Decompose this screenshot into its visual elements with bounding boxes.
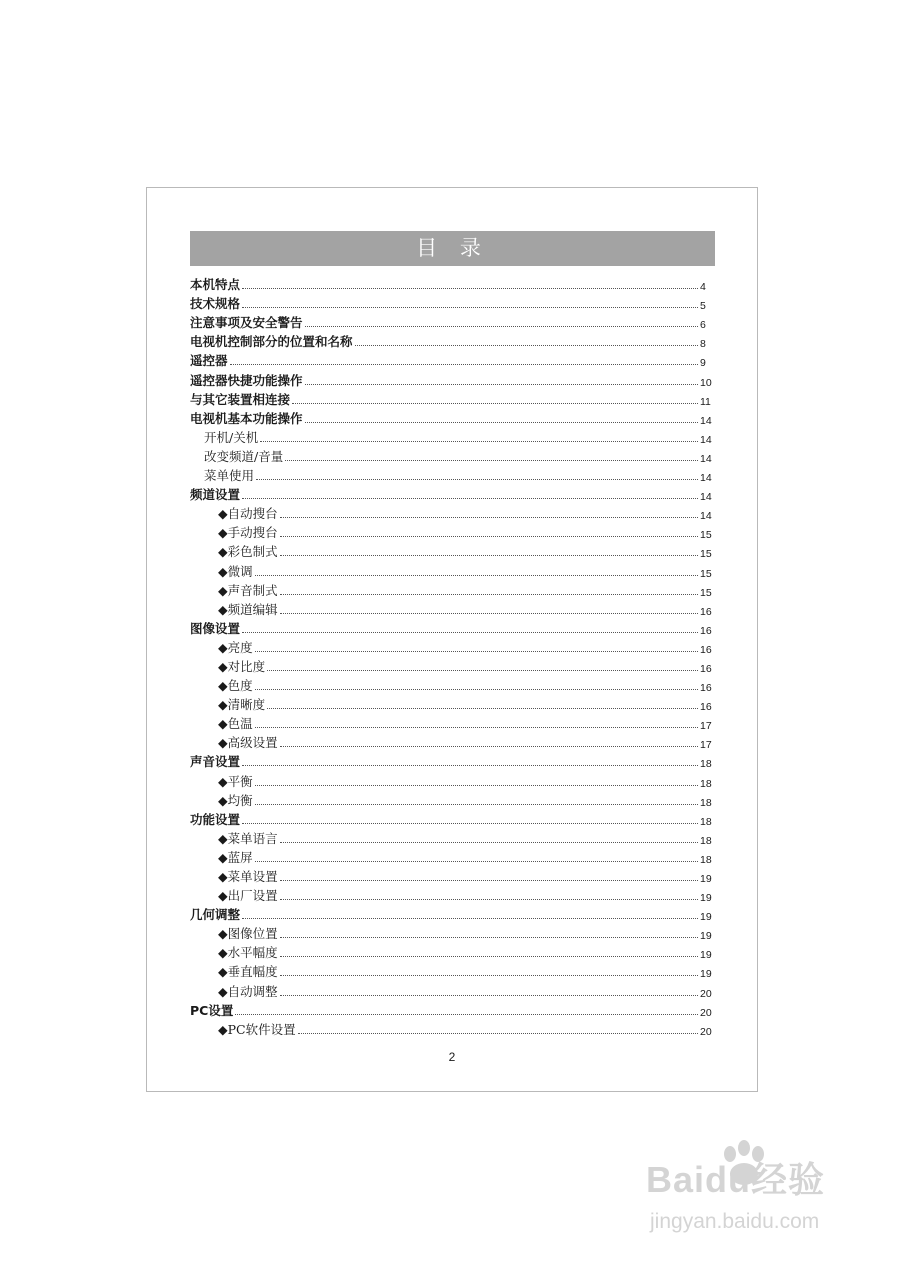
toc-leader-dots [305,422,698,423]
page-number: 2 [448,1050,456,1064]
toc-entry-page: 10 [700,376,712,389]
watermark-url: jingyan.baidu.com [650,1210,820,1233]
toc-entry-label: 图像设置 [190,620,241,636]
toc-entry [190,961,714,980]
toc-entry-page: 20 [700,987,712,1000]
toc-entry [190,828,714,847]
toc-entry-label: ◆频道编辑 [218,601,278,617]
toc-entry-label: ◆自动调整 [218,983,278,999]
toc-entry-page: 9 [700,357,706,370]
toc-entry [190,331,714,350]
toc-entry-page: 15 [700,548,712,561]
toc-entry-label: ◆微调 [218,563,253,579]
toc-entry [190,369,714,388]
toc-entry-page: 15 [700,529,712,542]
toc-entry-page: 19 [700,911,712,924]
toc-leader-dots [242,765,698,766]
toc-entry [190,1000,714,1019]
toc-entry-label: ◆PC软件设置 [218,1021,296,1037]
toc-leader-dots [256,479,698,480]
toc-entry-label: 与其它装置相连接 [190,391,291,407]
toc-entry [190,293,714,312]
toc-entry [190,904,714,923]
toc-entry-label: 改变频道/音量 [204,448,284,464]
toc-leader-dots [355,345,698,346]
toc-entry-label: PC设置 [190,1002,234,1018]
toc-entry-label: 频道设置 [190,487,241,503]
toc-leader-dots [280,975,698,976]
toc-leader-dots [280,594,698,595]
toc-entry-page: 19 [700,892,712,905]
toc-entry [190,312,714,331]
toc-entry-page: 14 [700,452,712,465]
toc-entry-label: ◆亮度 [218,639,253,655]
toc-entry-label: 功能设置 [190,811,241,827]
toc-entry-label: ◆平衡 [218,773,253,789]
toc-leader-dots [235,1014,698,1015]
toc-entry [190,885,714,904]
toc-entry-label: ◆出厂设置 [218,888,278,904]
toc-entry [190,637,714,656]
toc-title: 目 录 [190,231,715,266]
toc-leader-dots [255,689,698,690]
toc-entry [190,427,714,446]
toc-entry [190,599,714,618]
toc-entry-page: 14 [700,414,712,427]
table-of-contents [190,274,714,1038]
toc-entry-label: ◆色度 [218,678,253,694]
toc-entry-page: 20 [700,1006,712,1019]
toc-entry [190,866,714,885]
toc-leader-dots [255,727,698,728]
toc-entry [190,713,714,732]
baidu-watermark [646,1140,846,1260]
toc-entry [190,408,714,427]
toc-leader-dots [280,956,698,957]
toc-entry-label: ◆自动搜台 [218,506,278,522]
toc-leader-dots [242,918,698,919]
toc-leader-dots [255,861,698,862]
toc-entry-page: 8 [700,338,706,351]
toc-entry-page: 18 [700,758,712,771]
toc-leader-dots [280,555,698,556]
toc-entry-page: 16 [700,624,712,637]
toc-entry-label: 开机/关机 [204,429,259,445]
toc-leader-dots [298,1033,698,1034]
toc-entry-label: 遥控器 [190,353,228,369]
toc-entry-page: 16 [700,701,712,714]
toc-leader-dots [285,460,698,461]
toc-entry [190,675,714,694]
toc-leader-dots [255,651,698,652]
toc-leader-dots [260,441,698,442]
toc-entry-label: ◆蓝屏 [218,849,253,865]
toc-entry [190,751,714,770]
toc-entry-page: 18 [700,853,712,866]
toc-entry-label: 菜单使用 [204,468,255,484]
toc-entry-page: 14 [700,472,712,485]
toc-leader-dots [230,364,698,365]
toc-entry-label: ◆垂直幅度 [218,964,278,980]
toc-entry-label: 电视机基本功能操作 [190,410,303,426]
toc-leader-dots [280,937,698,938]
toc-leader-dots [267,708,698,709]
toc-entry [190,350,714,369]
toc-leader-dots [280,995,698,996]
toc-entry-label: ◆水平幅度 [218,945,278,961]
toc-leader-dots [280,842,698,843]
toc-entry-label: 技术规格 [190,296,241,312]
toc-leader-dots [242,498,698,499]
toc-entry-label: 遥控器快捷功能操作 [190,372,303,388]
toc-entry-page: 19 [700,930,712,943]
toc-entry-label: ◆高级设置 [218,735,278,751]
toc-entry-label: ◆彩色制式 [218,544,278,560]
toc-entry-page: 19 [700,968,712,981]
toc-entry-page: 20 [700,1025,712,1038]
toc-leader-dots [305,326,698,327]
toc-entry-label: ◆菜单设置 [218,869,278,884]
toc-entry [190,694,714,713]
toc-entry-page: 18 [700,777,712,790]
toc-entry-page: 17 [700,720,712,733]
toc-entry-label: 本机特点 [190,277,241,293]
toc-leader-dots [305,384,698,385]
toc-entry [190,446,714,465]
toc-entry-page: 6 [700,319,706,332]
toc-entry-label: ◆菜单语言 [218,830,278,846]
toc-entry-page: 16 [700,643,712,656]
toc-entry [190,942,714,961]
toc-leader-dots [255,804,698,805]
toc-entry-label: 电视机控制部分的位置和名称 [190,334,353,350]
toc-leader-dots [280,746,698,747]
toc-entry-label: 几何调整 [190,907,241,923]
toc-entry-label: 注意事项及安全警告 [190,315,303,331]
toc-leader-dots [255,575,698,576]
toc-leader-dots [280,517,698,518]
toc-entry [190,522,714,541]
toc-entry-page: 15 [700,586,712,599]
toc-entry [190,274,714,293]
toc-leader-dots [242,307,698,308]
toc-entry-label: ◆图像位置 [218,926,278,942]
toc-entry-page: 15 [700,567,712,580]
toc-entry [190,980,714,999]
toc-entry-page: 14 [700,433,712,446]
toc-leader-dots [242,632,698,633]
toc-entry-page: 14 [700,491,712,504]
toc-entry-label: ◆声音制式 [218,582,278,598]
toc-entry [190,618,714,637]
toc-entry-page: 5 [700,300,706,313]
toc-leader-dots [242,288,698,289]
toc-entry-page: 4 [700,281,706,294]
toc-entry [190,809,714,828]
toc-entry [190,389,714,408]
toc-entry [190,503,714,522]
toc-entry-label: ◆对比度 [218,658,266,674]
toc-leader-dots [280,899,698,900]
toc-leader-dots [280,880,698,881]
toc-entry-page: 14 [700,510,712,523]
toc-entry-label: ◆清晰度 [218,697,266,713]
toc-entry-page: 18 [700,834,712,847]
toc-entry-label: ◆手动搜台 [218,525,278,541]
toc-entry-label: 声音设置 [190,754,241,770]
toc-entry-page: 16 [700,662,712,675]
toc-leader-dots [255,785,698,786]
toc-leader-dots [280,536,698,537]
toc-entry [190,560,714,579]
toc-leader-dots [280,613,698,614]
toc-entry-label: ◆色温 [218,716,253,732]
toc-entry-label: ◆均衡 [218,792,253,808]
toc-entry [190,847,714,866]
toc-entry [190,484,714,503]
toc-entry [190,770,714,789]
toc-entry [190,923,714,942]
toc-entry-page: 16 [700,605,712,618]
toc-entry [190,790,714,809]
toc-leader-dots [292,403,698,404]
watermark-brand: Baidu经验 [646,1159,826,1200]
toc-entry-page: 16 [700,682,712,695]
toc-entry [190,1019,714,1038]
toc-entry-page: 18 [700,815,712,828]
toc-entry [190,541,714,560]
toc-entry-page: 19 [700,873,712,885]
toc-entry-page: 11 [700,395,711,408]
toc-leader-dots [267,670,698,671]
toc-entry [190,732,714,751]
toc-entry-page: 19 [700,949,712,962]
toc-entry [190,465,714,484]
toc-entry [190,656,714,675]
toc-entry-page: 18 [700,796,712,809]
toc-leader-dots [242,823,698,824]
toc-entry [190,580,714,599]
toc-entry-page: 17 [700,739,712,752]
